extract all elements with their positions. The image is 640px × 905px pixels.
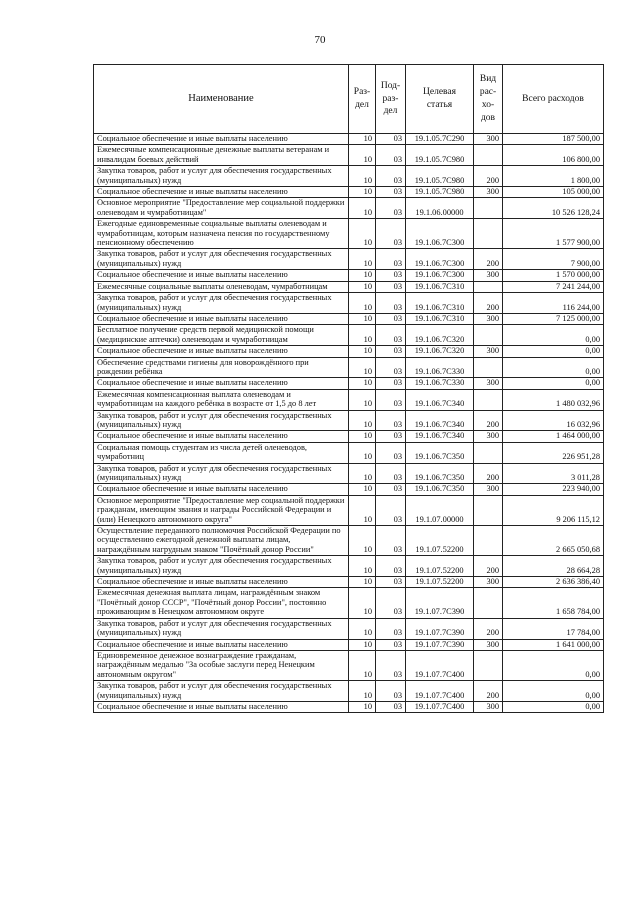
table-row [94, 198, 604, 219]
cell-section: 10 [349, 357, 376, 378]
cell-exptype: 300 [474, 431, 503, 442]
cell-name: Ежемесячная денежная выплата лицам, награждённым знаком "Почётный донор СССР", "Почётный донор России", постоянно проживающим в Ненецком автономном округе [94, 588, 349, 618]
cell-target: 19.1.07.52200 [406, 577, 474, 588]
cell-total: 223 940,00 [503, 484, 604, 495]
cell-exptype: 300 [474, 346, 503, 357]
header-subsection-label: Под- раз- дел [380, 80, 401, 117]
cell-subsection: 03 [376, 325, 406, 346]
cell-exptype [474, 588, 503, 618]
cell-exptype [474, 145, 503, 166]
table-row [94, 463, 604, 484]
cell-exptype [474, 219, 503, 249]
table-row [94, 378, 604, 389]
table-row [94, 650, 604, 680]
cell-exptype: 300 [474, 270, 503, 281]
cell-target: 19.1.07.7С400 [406, 681, 474, 702]
cell-total: 1 658 784,00 [503, 588, 604, 618]
cell-subsection: 03 [376, 618, 406, 639]
cell-subsection: 03 [376, 495, 406, 525]
cell-target: 19.1.06.7С300 [406, 249, 474, 270]
cell-section: 10 [349, 410, 376, 431]
cell-exptype: 200 [474, 293, 503, 314]
cell-total: 10 526 128,24 [503, 198, 604, 219]
header-exptype-label: Вид рас- хо- дов [479, 74, 497, 123]
cell-section: 10 [349, 588, 376, 618]
cell-name: Социальное обеспечение и иные выплаты населению [94, 577, 349, 588]
cell-name: Социальное обеспечение и иные выплаты населению [94, 346, 349, 357]
cell-subsection: 03 [376, 484, 406, 495]
cell-section: 10 [349, 618, 376, 639]
cell-subsection: 03 [376, 463, 406, 484]
cell-subsection: 03 [376, 357, 406, 378]
cell-exptype: 200 [474, 166, 503, 187]
cell-exptype: 300 [474, 313, 503, 324]
table-row [94, 166, 604, 187]
cell-target: 19.1.05.7С980 [406, 145, 474, 166]
cell-total: 1 641 000,00 [503, 639, 604, 650]
cell-section: 10 [349, 701, 376, 712]
cell-section: 10 [349, 526, 376, 556]
cell-name: Ежегодные единовременные социальные выплаты оленеводам и чумработницам, которым назначена пенсия по государственному пенсионному обеспечению [94, 219, 349, 249]
table-row [94, 270, 604, 281]
cell-target: 19.1.07.7С400 [406, 701, 474, 712]
cell-target: 19.1.06.7С340 [406, 389, 474, 410]
table-row [94, 701, 604, 712]
cell-exptype: 300 [474, 577, 503, 588]
cell-target: 19.1.06.7С340 [406, 410, 474, 431]
cell-subsection: 03 [376, 281, 406, 292]
cell-exptype: 200 [474, 410, 503, 431]
table-row [94, 618, 604, 639]
cell-section: 10 [349, 346, 376, 357]
cell-total: 3 011,28 [503, 463, 604, 484]
table-row [94, 313, 604, 324]
cell-exptype: 300 [474, 187, 503, 198]
cell-subsection: 03 [376, 431, 406, 442]
cell-name: Ежемесячная компенсационная выплата оленеводам и чумработницам на каждого ребёнка в возрасте от 1,5 до 8 лет [94, 389, 349, 410]
cell-exptype [474, 389, 503, 410]
cell-exptype: 200 [474, 463, 503, 484]
header-name: Наименование [94, 65, 349, 134]
cell-subsection: 03 [376, 701, 406, 712]
cell-subsection: 03 [376, 410, 406, 431]
cell-name: Социальное обеспечение и иные выплаты населению [94, 313, 349, 324]
cell-name: Обеспечение средствами гигиены для новорождённого при рождении ребёнка [94, 357, 349, 378]
table-row [94, 293, 604, 314]
cell-target: 19.1.07.00000 [406, 495, 474, 525]
cell-target: 19.1.05.7С290 [406, 134, 474, 145]
cell-target: 19.1.06.7С310 [406, 293, 474, 314]
cell-exptype [474, 650, 503, 680]
table-row [94, 442, 604, 463]
cell-exptype: 200 [474, 618, 503, 639]
cell-subsection: 03 [376, 681, 406, 702]
cell-section: 10 [349, 145, 376, 166]
cell-subsection: 03 [376, 187, 406, 198]
cell-subsection: 03 [376, 588, 406, 618]
table-header-row [94, 65, 604, 134]
header-section-label: Раз- дел [353, 87, 371, 110]
cell-name: Закупка товаров, работ и услуг для обеспечения государственных (муниципальных) нужд [94, 618, 349, 639]
budget-table [93, 64, 604, 713]
cell-subsection: 03 [376, 134, 406, 145]
table-row [94, 145, 604, 166]
cell-total: 1 800,00 [503, 166, 604, 187]
cell-target: 19.1.06.00000 [406, 198, 474, 219]
cell-total: 7 241 244,00 [503, 281, 604, 292]
cell-exptype: 300 [474, 639, 503, 650]
cell-total: 1 480 032,96 [503, 389, 604, 410]
cell-section: 10 [349, 650, 376, 680]
cell-subsection: 03 [376, 270, 406, 281]
cell-exptype: 200 [474, 681, 503, 702]
cell-target: 19.1.06.7С320 [406, 346, 474, 357]
cell-name: Социальное обеспечение и иные выплаты населению [94, 187, 349, 198]
header-target-label: Целевая статья [423, 87, 456, 110]
cell-total: 2 636 386,40 [503, 577, 604, 588]
table-row [94, 588, 604, 618]
cell-total: 9 206 115,12 [503, 495, 604, 525]
cell-subsection: 03 [376, 166, 406, 187]
cell-target: 19.1.06.7С320 [406, 325, 474, 346]
cell-exptype [474, 325, 503, 346]
header-section [349, 65, 376, 134]
cell-total: 1 464 000,00 [503, 431, 604, 442]
cell-target: 19.1.07.7С390 [406, 639, 474, 650]
table-row [94, 357, 604, 378]
cell-total: 0,00 [503, 378, 604, 389]
cell-subsection: 03 [376, 378, 406, 389]
cell-name: Ежемесячные социальные выплаты оленеводам, чумработницам [94, 281, 349, 292]
cell-subsection: 03 [376, 650, 406, 680]
cell-exptype: 300 [474, 701, 503, 712]
cell-name: Социальное обеспечение и иные выплаты населению [94, 639, 349, 650]
cell-section: 10 [349, 577, 376, 588]
table-body [94, 134, 604, 713]
cell-subsection: 03 [376, 198, 406, 219]
cell-total: 187 500,00 [503, 134, 604, 145]
cell-name: Закупка товаров, работ и услуг для обеспечения государственных (муниципальных) нужд [94, 293, 349, 314]
table-row [94, 346, 604, 357]
table-row [94, 431, 604, 442]
cell-target: 19.1.06.7С350 [406, 484, 474, 495]
cell-total: 17 784,00 [503, 618, 604, 639]
cell-total: 1 570 000,00 [503, 270, 604, 281]
cell-name: Социальное обеспечение и иные выплаты населению [94, 270, 349, 281]
cell-subsection: 03 [376, 442, 406, 463]
cell-total: 106 800,00 [503, 145, 604, 166]
cell-section: 10 [349, 431, 376, 442]
cell-subsection: 03 [376, 313, 406, 324]
cell-target: 19.1.06.7С330 [406, 357, 474, 378]
cell-exptype: 300 [474, 484, 503, 495]
cell-target: 19.1.07.7С400 [406, 650, 474, 680]
table-row [94, 639, 604, 650]
cell-target: 19.1.07.52200 [406, 526, 474, 556]
cell-exptype [474, 357, 503, 378]
table-row [94, 389, 604, 410]
cell-subsection: 03 [376, 577, 406, 588]
cell-subsection: 03 [376, 346, 406, 357]
cell-name: Социальная помощь студентам из числа детей оленеводов, чумработниц [94, 442, 349, 463]
cell-exptype [474, 495, 503, 525]
cell-exptype [474, 198, 503, 219]
cell-name: Единовременное денежное вознаграждение гражданам, награждённым медалью "За особые заслуги перед Ненецким автономным округом" [94, 650, 349, 680]
cell-target: 19.1.06.7С350 [406, 463, 474, 484]
table-row [94, 556, 604, 577]
cell-name: Ежемесячные компенсационные денежные выплаты ветеранам и инвалидам боевых действий [94, 145, 349, 166]
cell-total: 7 125 000,00 [503, 313, 604, 324]
cell-section: 10 [349, 556, 376, 577]
page-number: 70 [314, 34, 326, 46]
cell-section: 10 [349, 270, 376, 281]
header-target [406, 65, 474, 134]
header-subsection [376, 65, 406, 134]
cell-section: 10 [349, 325, 376, 346]
cell-total: 0,00 [503, 325, 604, 346]
cell-section: 10 [349, 219, 376, 249]
cell-target: 19.1.05.7С980 [406, 187, 474, 198]
cell-section: 10 [349, 249, 376, 270]
table-row [94, 577, 604, 588]
cell-section: 10 [349, 681, 376, 702]
cell-target: 19.1.06.7С300 [406, 219, 474, 249]
cell-subsection: 03 [376, 219, 406, 249]
cell-subsection: 03 [376, 639, 406, 650]
cell-section: 10 [349, 378, 376, 389]
cell-target: 19.1.06.7С330 [406, 378, 474, 389]
cell-section: 10 [349, 495, 376, 525]
cell-target: 19.1.07.7С390 [406, 618, 474, 639]
cell-total: 28 664,28 [503, 556, 604, 577]
cell-section: 10 [349, 281, 376, 292]
cell-section: 10 [349, 187, 376, 198]
cell-target: 19.1.06.7С310 [406, 281, 474, 292]
cell-section: 10 [349, 463, 376, 484]
cell-subsection: 03 [376, 389, 406, 410]
table-row [94, 325, 604, 346]
cell-target: 19.1.06.7С340 [406, 431, 474, 442]
cell-subsection: 03 [376, 249, 406, 270]
table-row [94, 495, 604, 525]
cell-section: 10 [349, 484, 376, 495]
cell-name: Социальное обеспечение и иные выплаты населению [94, 431, 349, 442]
cell-total: 105 000,00 [503, 187, 604, 198]
cell-name: Основное мероприятие "Предоставление мер социальной поддержки оленеводам и чумработницам" [94, 198, 349, 219]
cell-total: 116 244,00 [503, 293, 604, 314]
cell-exptype: 200 [474, 249, 503, 270]
table-row [94, 134, 604, 145]
cell-subsection: 03 [376, 293, 406, 314]
table-row [94, 681, 604, 702]
cell-target: 19.1.07.52200 [406, 556, 474, 577]
cell-section: 10 [349, 198, 376, 219]
cell-total: 0,00 [503, 346, 604, 357]
cell-name: Социальное обеспечение и иные выплаты населению [94, 701, 349, 712]
cell-section: 10 [349, 389, 376, 410]
header-exptype [474, 65, 503, 134]
cell-target: 19.1.06.7С350 [406, 442, 474, 463]
cell-exptype: 300 [474, 378, 503, 389]
cell-total: 7 900,00 [503, 249, 604, 270]
cell-exptype [474, 526, 503, 556]
cell-total: 0,00 [503, 650, 604, 680]
cell-name: Закупка товаров, работ и услуг для обеспечения государственных (муниципальных) нужд [94, 410, 349, 431]
cell-exptype [474, 281, 503, 292]
cell-total: 2 665 050,68 [503, 526, 604, 556]
table-row [94, 187, 604, 198]
cell-name: Основное мероприятие "Предоставление мер социальной поддержки гражданам, имеющим звания и награды Российской Федерации и (или) Ненецкого автономного округа" [94, 495, 349, 525]
cell-name: Закупка товаров, работ и услуг для обеспечения государственных (муниципальных) нужд [94, 556, 349, 577]
cell-target: 19.1.05.7С980 [406, 166, 474, 187]
cell-subsection: 03 [376, 526, 406, 556]
table-row [94, 526, 604, 556]
cell-total: 1 577 900,00 [503, 219, 604, 249]
cell-name: Осуществление переданного полномочия Российской Федерации по осуществлению ежегодной денежной выплаты лицам, награждённым нагрудным знаком "Почётный донор России" [94, 526, 349, 556]
cell-subsection: 03 [376, 556, 406, 577]
cell-exptype: 300 [474, 134, 503, 145]
table-row [94, 281, 604, 292]
cell-section: 10 [349, 313, 376, 324]
cell-total: 16 032,96 [503, 410, 604, 431]
cell-total: 0,00 [503, 701, 604, 712]
table-row [94, 249, 604, 270]
cell-section: 10 [349, 166, 376, 187]
cell-name: Социальное обеспечение и иные выплаты населению [94, 484, 349, 495]
cell-target: 19.1.06.7С300 [406, 270, 474, 281]
cell-name: Бесплатное получение средств первой медицинской помощи (медицинские аптечки) оленеводам и чумработницам [94, 325, 349, 346]
cell-target: 19.1.06.7С310 [406, 313, 474, 324]
table-row [94, 410, 604, 431]
cell-exptype: 200 [474, 556, 503, 577]
cell-section: 10 [349, 442, 376, 463]
cell-name: Социальное обеспечение и иные выплаты населению [94, 134, 349, 145]
cell-total: 226 951,28 [503, 442, 604, 463]
cell-section: 10 [349, 639, 376, 650]
cell-total: 0,00 [503, 357, 604, 378]
header-total: Всего расходов [503, 65, 604, 134]
cell-total: 0,00 [503, 681, 604, 702]
cell-subsection: 03 [376, 145, 406, 166]
cell-name: Социальное обеспечение и иные выплаты населению [94, 378, 349, 389]
cell-name: Закупка товаров, работ и услуг для обеспечения государственных (муниципальных) нужд [94, 681, 349, 702]
cell-name: Закупка товаров, работ и услуг для обеспечения государственных (муниципальных) нужд [94, 463, 349, 484]
cell-section: 10 [349, 293, 376, 314]
cell-exptype [474, 442, 503, 463]
table-row [94, 484, 604, 495]
cell-target: 19.1.07.7С390 [406, 588, 474, 618]
cell-name: Закупка товаров, работ и услуг для обеспечения государственных (муниципальных) нужд [94, 166, 349, 187]
cell-section: 10 [349, 134, 376, 145]
table-row [94, 219, 604, 249]
cell-name: Закупка товаров, работ и услуг для обеспечения государственных (муниципальных) нужд [94, 249, 349, 270]
